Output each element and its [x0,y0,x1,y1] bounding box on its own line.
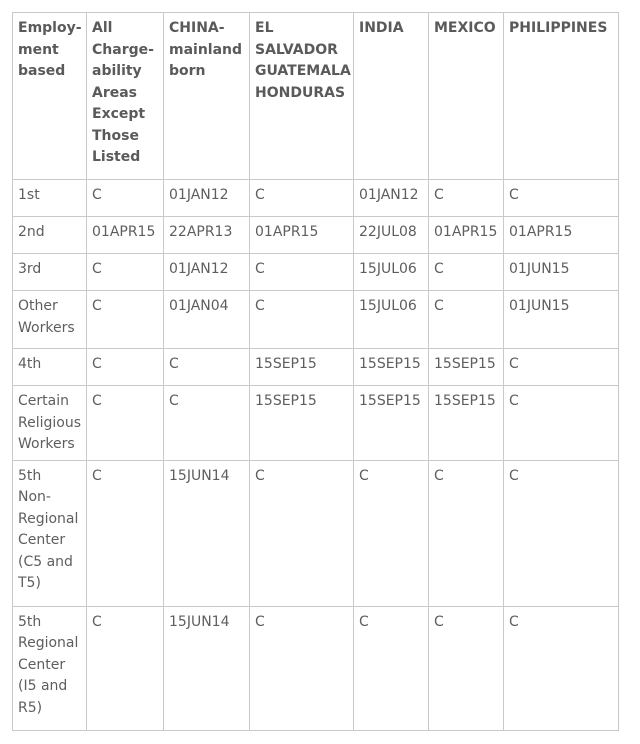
table-cell: 01APR15 [250,217,354,254]
table-cell: 01APR15 [429,217,504,254]
table-row [13,606,619,730]
table-cell: C [429,180,504,217]
table-cell: C [164,349,250,386]
table-cell: C [87,606,164,730]
header-line: Listed [92,149,141,165]
header-line: Charge- [92,41,154,58]
table-cell: C [250,291,354,349]
table-row [13,460,619,606]
row-label [13,180,87,217]
table-cell: 01JUN15 [504,254,619,291]
header-india [354,13,429,180]
table-cell: 22APR13 [164,217,250,254]
header-line: Areas [92,84,138,101]
table-cell: 15SEP15 [354,349,429,386]
row-label-line: Other [18,298,58,314]
header-line: PHILIPPINES [509,20,608,36]
row-label-line: Regional [18,510,79,527]
row-label-line: Workers [18,319,75,336]
header-line: Except [92,106,146,122]
row-label-line: Workers [18,436,75,452]
header-line: born [169,63,206,79]
table-cell: C [504,606,619,730]
row-label-line: T5) [18,575,41,591]
table-cell: 15SEP15 [429,349,504,386]
table-cell: C [87,386,164,461]
header-line: Employ- [18,20,82,36]
header-line: SALVADOR [255,41,338,58]
table-cell: C [429,291,504,349]
table-cell: C [429,606,504,730]
table-cell: 01JUN15 [504,291,619,349]
row-label [13,254,87,291]
table-cell: C [504,386,619,461]
row-label-line: (I5 and [18,678,68,694]
header-line: CHINA- [169,20,225,36]
table-cell: C [250,606,354,730]
header-line: based [18,63,66,79]
row-label-line: 5th [18,613,42,630]
header-line: All [92,20,113,36]
header-employment-based [13,13,87,180]
table-cell: 15JUL06 [354,254,429,291]
table-cell: 01JAN12 [164,180,250,217]
table-cell: 01JAN12 [164,254,250,291]
header-line: EL [255,20,274,36]
row-label [13,291,87,349]
table-row [13,386,619,461]
row-label-line: 4th [18,356,42,372]
table-cell: C [354,460,429,606]
table-cell: C [87,460,164,606]
header-line: ability [92,63,142,79]
table-row [13,217,619,254]
table-cell: 01JAN12 [354,180,429,217]
row-label-line: 1st [18,187,40,203]
header-all-chargeability [87,13,164,180]
table-cell: C [250,460,354,606]
table-cell: C [87,291,164,349]
table-cell: C [354,606,429,730]
table-cell: C [504,349,619,386]
table-cell: C [164,386,250,461]
table-cell: C [250,254,354,291]
table-cell: 15SEP15 [250,349,354,386]
table-row [13,254,619,291]
row-label-line: 5th [18,467,42,484]
table-row [13,180,619,217]
row-label-line: 3rd [18,261,42,277]
table-cell: 15SEP15 [429,386,504,461]
visa-bulletin-table [12,12,619,731]
header-line: mainland [169,41,243,58]
row-label [13,386,87,461]
table-cell: 01APR15 [504,217,619,254]
table-cell: C [429,460,504,606]
table-row [13,349,619,386]
header-line: Those [92,127,139,144]
row-label-line: Center [18,532,66,548]
header-mexico [429,13,504,180]
row-label-line: Certain [18,393,69,409]
table-cell: 15SEP15 [354,386,429,461]
table-cell: 15SEP15 [250,386,354,461]
header-line: ment [18,41,59,58]
header-el-salvador-guatemala-honduras [250,13,354,180]
header-line: HONDURAS [255,84,346,101]
table-cell: C [87,180,164,217]
table-cell: C [250,180,354,217]
table-cell: C [87,349,164,386]
header-line: MEXICO [434,20,496,36]
row-label [13,349,87,386]
table-cell: C [504,180,619,217]
row-label-line: Center [18,656,66,673]
table-cell: C [87,254,164,291]
header-philippines [504,13,619,180]
table-cell: 15JUN14 [164,460,250,606]
table-cell: 22JUL08 [354,217,429,254]
row-label-line: R5) [18,699,43,716]
table-cell: 15JUN14 [164,606,250,730]
table-row [13,291,619,349]
row-label-line: 2nd [18,224,45,240]
row-label-line: (C5 and [18,553,73,570]
row-label-line: Religious [18,414,81,431]
header-row [13,13,619,180]
header-line: GUATEMALA [255,63,351,79]
header-china [164,13,250,180]
table-cell: 15JUL06 [354,291,429,349]
row-label [13,217,87,254]
row-label [13,606,87,730]
header-line: INDIA [359,20,404,36]
row-label-line: Non- [18,489,51,505]
table-cell: C [504,460,619,606]
row-label [13,460,87,606]
row-label-line: Regional [18,635,79,651]
table-cell: 01JAN04 [164,291,250,349]
table-cell: C [429,254,504,291]
table-cell: 01APR15 [87,217,164,254]
